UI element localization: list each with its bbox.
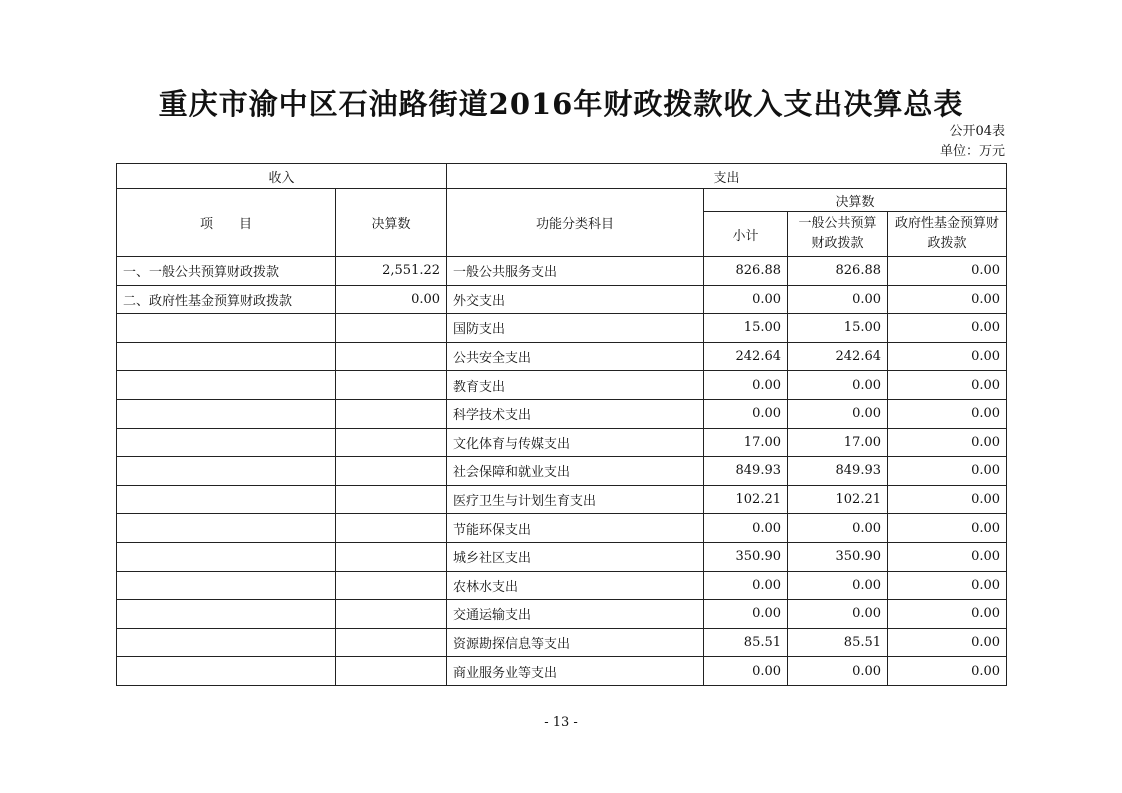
category-cell: 医疗卫生与计划生育支出 — [447, 485, 704, 514]
income-amount-cell — [336, 457, 447, 486]
table-code: 公开04表 — [949, 124, 1005, 139]
general-budget-cell: 102.21 — [788, 485, 888, 514]
income-amount-cell — [336, 342, 447, 371]
income-item-cell — [117, 342, 336, 371]
category-cell: 国防支出 — [447, 314, 704, 343]
category-cell: 商业服务业等支出 — [447, 657, 704, 686]
general-budget-cell: 0.00 — [788, 514, 888, 543]
general-budget-cell: 0.00 — [788, 657, 888, 686]
income-amount-cell — [336, 600, 447, 629]
subtotal-cell: 0.00 — [704, 399, 788, 428]
table-row — [117, 342, 1007, 371]
income-item-cell — [117, 628, 336, 657]
income-amount-cell — [336, 514, 447, 543]
fund-budget-cell: 0.00 — [888, 428, 1007, 457]
category-cell: 城乡社区支出 — [447, 542, 704, 571]
general-budget-cell: 0.00 — [788, 600, 888, 629]
subtotal-cell: 0.00 — [704, 571, 788, 600]
income-item-cell — [117, 600, 336, 629]
income-amount-cell — [336, 399, 447, 428]
table-row — [117, 485, 1007, 514]
expense-header: 支出 — [447, 164, 1007, 189]
general-budget-cell: 350.90 — [788, 542, 888, 571]
subtotal-cell: 0.00 — [704, 514, 788, 543]
table-row — [117, 657, 1007, 686]
income-amount-cell — [336, 628, 447, 657]
fund-budget-cell: 0.00 — [888, 285, 1007, 314]
subtotal-cell: 102.21 — [704, 485, 788, 514]
fund-budget-cell: 0.00 — [888, 485, 1007, 514]
table-row — [117, 571, 1007, 600]
subtotal-cell: 0.00 — [704, 285, 788, 314]
fund-budget-cell: 0.00 — [888, 314, 1007, 343]
table-row — [117, 314, 1007, 343]
category-cell: 一般公共服务支出 — [447, 257, 704, 286]
income-amount-cell — [336, 428, 447, 457]
income-item-cell — [117, 457, 336, 486]
final-amount-header: 决算数 — [336, 189, 447, 257]
fund-budget-cell: 0.00 — [888, 342, 1007, 371]
income-item-cell — [117, 371, 336, 400]
table-row — [117, 371, 1007, 400]
category-cell: 交通运输支出 — [447, 600, 704, 629]
table-body — [117, 257, 1007, 686]
subtotal-cell: 85.51 — [704, 628, 788, 657]
income-item-cell: 二、政府性基金预算财政拨款 — [117, 285, 336, 314]
subtotal-cell: 0.00 — [704, 600, 788, 629]
category-cell: 农林水支出 — [447, 571, 704, 600]
income-item-cell — [117, 399, 336, 428]
fund-budget-cell: 0.00 — [888, 628, 1007, 657]
subtotal-header: 小计 — [704, 212, 788, 257]
income-item-cell — [117, 542, 336, 571]
fund-budget-cell: 0.00 — [888, 514, 1007, 543]
income-amount-cell: 0.00 — [336, 285, 447, 314]
table-row — [117, 257, 1007, 286]
subtotal-cell: 15.00 — [704, 314, 788, 343]
fund-budget-cell: 0.00 — [888, 657, 1007, 686]
subtotal-cell: 826.88 — [704, 257, 788, 286]
function-category-header: 功能分类科目 — [447, 189, 704, 257]
fund-budget-cell: 0.00 — [888, 257, 1007, 286]
table-row — [117, 285, 1007, 314]
category-cell: 社会保障和就业支出 — [447, 457, 704, 486]
general-budget-cell: 826.88 — [788, 257, 888, 286]
fund-budget-cell: 0.00 — [888, 457, 1007, 486]
income-amount-cell — [336, 571, 447, 600]
subtotal-cell: 17.00 — [704, 428, 788, 457]
general-budget-cell: 17.00 — [788, 428, 888, 457]
category-cell: 节能环保支出 — [447, 514, 704, 543]
table-row — [117, 399, 1007, 428]
table-row — [117, 628, 1007, 657]
item-header: 项 目 — [117, 189, 336, 257]
subtotal-cell: 242.64 — [704, 342, 788, 371]
general-budget-header: 一般公共预算财政拨款 — [788, 212, 888, 257]
general-budget-cell: 0.00 — [788, 571, 888, 600]
income-item-cell: 一、一般公共预算财政拨款 — [117, 257, 336, 286]
category-cell: 教育支出 — [447, 371, 704, 400]
table-row — [117, 457, 1007, 486]
income-amount-cell — [336, 314, 447, 343]
subtotal-cell: 350.90 — [704, 542, 788, 571]
income-amount-cell — [336, 371, 447, 400]
fund-budget-header: 政府性基金预算财政拨款 — [888, 212, 1007, 257]
income-item-cell — [117, 485, 336, 514]
fund-budget-cell: 0.00 — [888, 371, 1007, 400]
income-amount-cell — [336, 485, 447, 514]
table-row — [117, 428, 1007, 457]
category-cell: 文化体育与传媒支出 — [447, 428, 704, 457]
income-amount-cell — [336, 657, 447, 686]
subtotal-cell: 849.93 — [704, 457, 788, 486]
table-row — [117, 542, 1007, 571]
income-item-cell — [117, 314, 336, 343]
unit-label: 单位：万元 — [939, 144, 1005, 159]
general-budget-cell: 85.51 — [788, 628, 888, 657]
income-amount-cell: 2,551.22 — [336, 257, 447, 286]
category-cell: 科学技术支出 — [447, 399, 704, 428]
category-cell: 公共安全支出 — [447, 342, 704, 371]
fund-budget-cell: 0.00 — [888, 399, 1007, 428]
income-header: 收入 — [117, 164, 447, 189]
category-cell: 外交支出 — [447, 285, 704, 314]
subtotal-cell: 0.00 — [704, 371, 788, 400]
income-item-cell — [117, 657, 336, 686]
subtotal-cell: 0.00 — [704, 657, 788, 686]
general-budget-cell: 0.00 — [788, 399, 888, 428]
table-row — [117, 600, 1007, 629]
fund-budget-cell: 0.00 — [888, 571, 1007, 600]
general-budget-cell: 242.64 — [788, 342, 888, 371]
general-budget-cell: 849.93 — [788, 457, 888, 486]
table-row — [117, 514, 1007, 543]
general-budget-cell: 15.00 — [788, 314, 888, 343]
page-number: - 13 - — [544, 715, 578, 730]
expense-final-header: 决算数 — [704, 189, 1007, 212]
general-budget-cell: 0.00 — [788, 371, 888, 400]
category-cell: 资源勘探信息等支出 — [447, 628, 704, 657]
income-item-cell — [117, 514, 336, 543]
fund-budget-cell: 0.00 — [888, 542, 1007, 571]
income-amount-cell — [336, 542, 447, 571]
income-item-cell — [117, 571, 336, 600]
general-budget-cell: 0.00 — [788, 285, 888, 314]
final-accounts-table — [116, 163, 1007, 686]
page-title: 重庆市渝中区石油路街道2016年财政拨款收入支出决算总表 — [158, 87, 964, 121]
fund-budget-cell: 0.00 — [888, 600, 1007, 629]
income-item-cell — [117, 428, 336, 457]
